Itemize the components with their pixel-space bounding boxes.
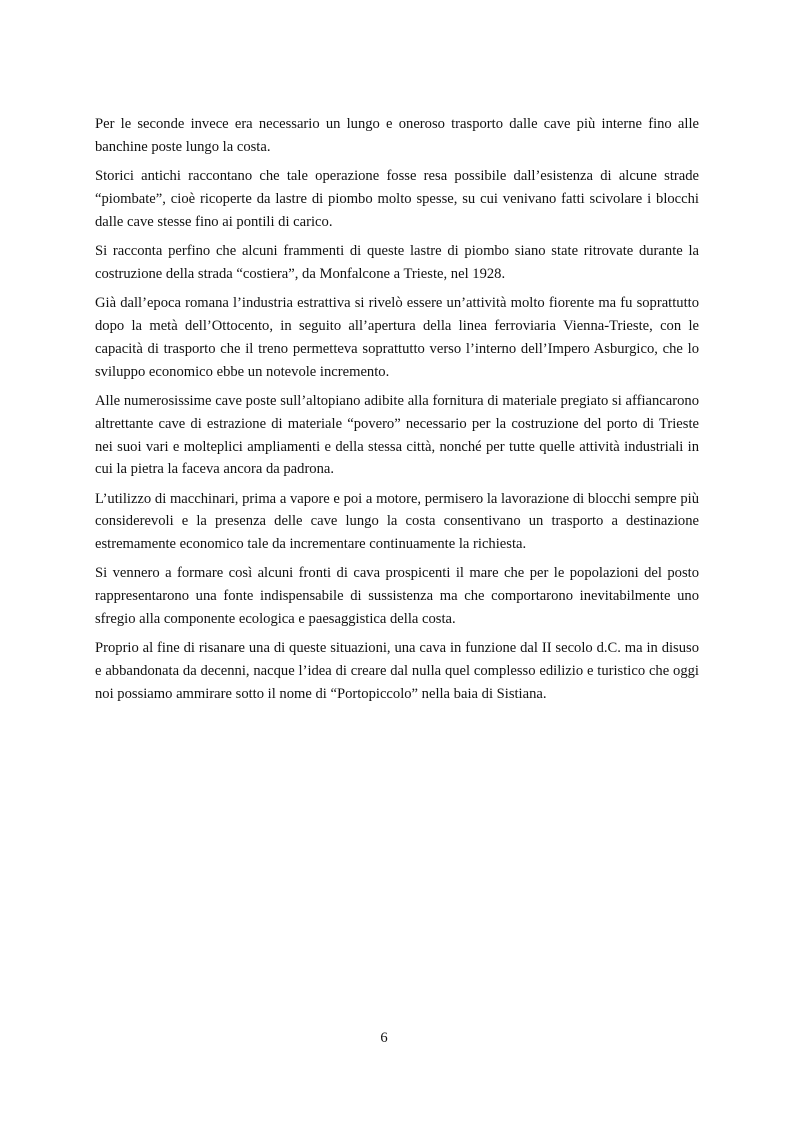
paragraph-3: Si racconta perfino che alcuni frammenti di queste lastre di piombo siano state ritrovate durante la costruzione della strada “costiera”, da Monfalcone a Trieste, nel 1928. [95, 242, 699, 282]
paragraph-7: Si vennero a formare così alcuni fronti di cava prospicenti il mare che per le popolazioni del posto rappresentarono una fonte indispensabile di sussistenza ma che comportarono inevitabilmente uno sfregio alla componente ecologica e paesaggistica della costa. [95, 565, 699, 628]
body-text [95, 113, 699, 712]
paragraph-1: Per le seconde invece era necessario un lungo e oneroso trasporto dalle cave più interne fino alle banchine poste lungo la costa. [95, 116, 699, 155]
paragraph-8: Proprio al fine di risanare una di queste situazioni, una cava in funzione dal II secolo d.C. ma in disuso e abbandonata da decenni, nacque l’idea di creare dal nulla quel complesso edilizio e turistico che oggi noi possiamo ammirare sotto il nome di “Portopiccolo” nella baia di Sistiana. [95, 640, 699, 703]
page-number: 6 [380, 1030, 388, 1046]
paragraph-6: L’utilizzo di macchinari, prima a vapore e poi a motore, permisero la lavorazione di blocchi sempre più considerevoli e la presenza delle cave lungo la costa consentivano un trasporto a destinazione estremamente economico tale da incrementare continuamente la richiesta. [95, 490, 699, 553]
paragraph-2: Storici antichi raccontano che tale operazione fosse resa possibile dall’esistenza di alcune strade “piombate”, cioè ricoperte da lastre di piombo molto spesse, su cui venivano fatti scivolare i blocchi dalle cave stesse fino ai pontili di carico. [95, 168, 699, 230]
paragraph-5: Alle numerosissime cave poste sull’altopiano adibite alla fornitura di materiale pregiato si affiancarono altrettante cave di estrazione di materiale “povero” necessario per la costruzione del porto di Trieste nei suoi vari e molteplici ampliamenti e della stessa città, nonché per tutte quelle attività industriali in cui la pietra la faceva ancora da padrona. [95, 392, 699, 478]
paragraph-4: Già dall’epoca romana l’industria estrattiva si rivelò essere un’attività molto fiorente ma fu soprattutto dopo la metà dell’Ottocento, in seguito all’apertura della linea ferroviaria Vienna-Trieste, con le capacità di trasporto che il treno permetteva soprattutto verso l’interno dell’Impero Asburgico, che lo sviluppo economico ebbe un notevole incremento. [95, 294, 699, 380]
